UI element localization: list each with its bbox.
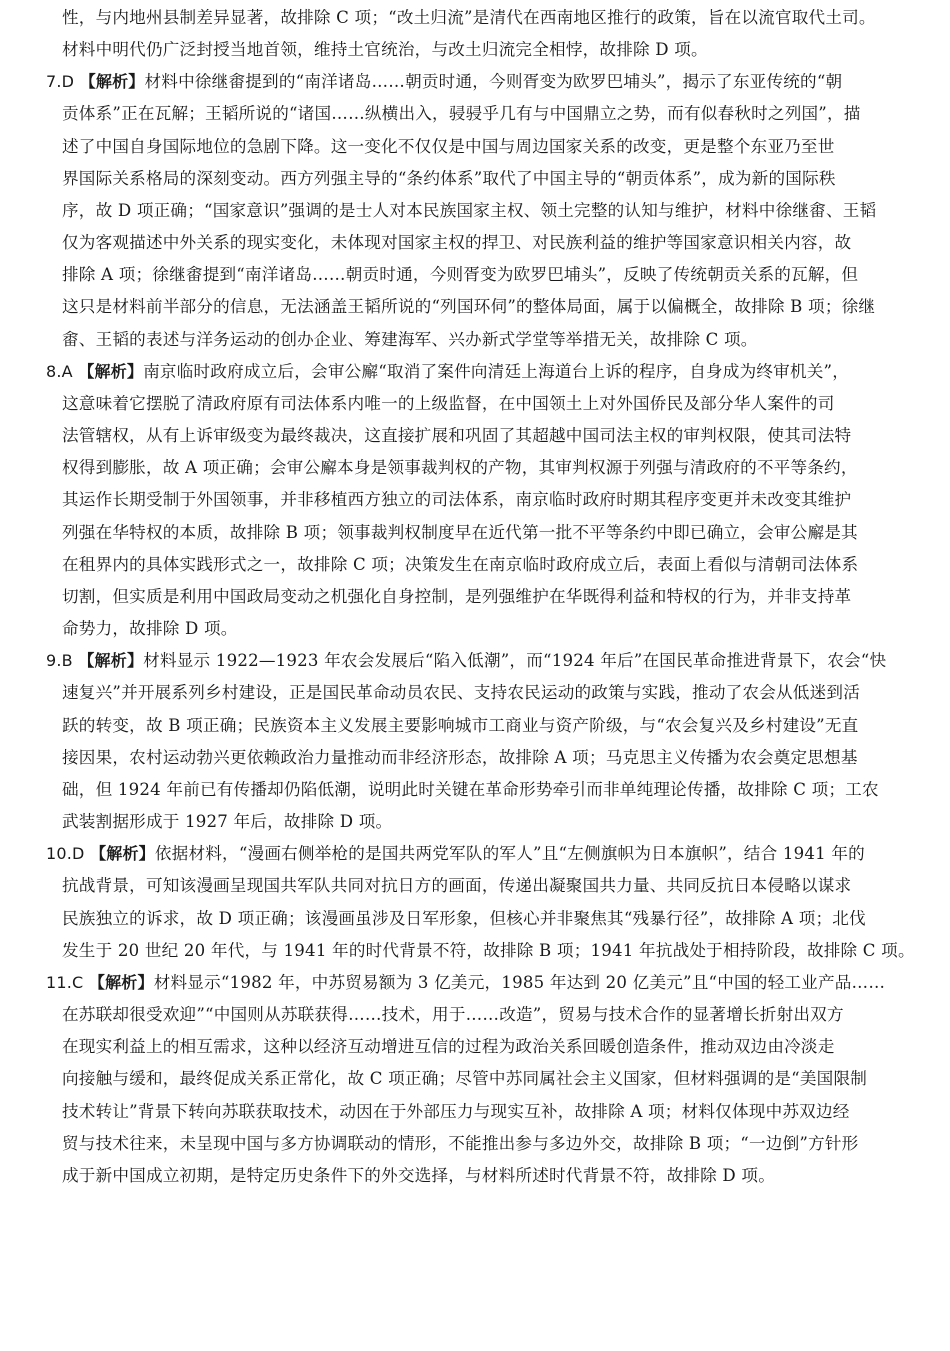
text-line: 接因果，农村运动勃兴更依赖政治力量推动而非经济形态，故排除 A 项；马克思主义传播为农会奠定思想基	[62, 748, 858, 767]
text-line: 成于新中国成立初期，是特定历史条件下的外交选择，与材料所述时代背景不符，故排除 D 项。	[62, 1166, 775, 1185]
text-line: 这意味着它摆脱了清政府原有司法体系内唯一的上级监督，在中国领土上对外国侨民及部分华人案件的司	[62, 394, 835, 413]
analysis-tag: 【解析】	[90, 844, 155, 863]
text-line: 在现实利益上的相互需求，这种以经济互动增进互信的过程为政治关系回暖创造条件，推动双边由冷淡走	[62, 1037, 835, 1056]
analysis-tag: 【解析】	[79, 72, 145, 91]
text-line: 畬、王韬的表述与洋务运动的创办企业、筹建海军、兴办新式学堂等举措无关，故排除 C 项。	[62, 330, 758, 349]
text-line: 技术转让”背景下转向苏联获取技术，动因在于外部压力与现实互补，故排除 A 项；材料仅体现中苏双边经	[62, 1102, 850, 1121]
question-11-line: 11.C 【解析】材料显示“1982 年，中苏贸易额为 3 亿美元，1985 年达到 20 亿美元”且“中国的轻工业产品……	[46, 973, 886, 992]
text-line: 排除 A 项；徐继畬提到“南洋诸岛……朝贡时通，今则胥变为欧罗巴埔头”，反映了传统朝贡关系的瓦解，但	[62, 265, 859, 284]
text-line: 贸与技术往来，未呈现中国与多方协调联动的情形，不能推出参与多边外交，故排除 B 项；“一边倒”方针形	[62, 1134, 859, 1153]
text-line: 向接触与缓和，最终促成关系正常化，故 C 项正确；尽管中苏同属社会主义国家，但材料强调的是“美国限制	[62, 1069, 868, 1088]
analysis-tag: 【解析】	[88, 973, 154, 992]
question-number: 8.	[46, 362, 62, 381]
analysis-tag: 【解析】	[78, 651, 144, 670]
text-line: 材料中明代仍广泛封授当地首领，维持土官统治，与改土归流完全相悖，故排除 D 项。	[62, 40, 708, 59]
text-line: 列强在华特权的本质，故排除 B 项；领事裁判权制度早在近代第一批不平等条约中即已确立，会审公廨是其	[62, 523, 858, 542]
text-line: 这只是材料前半部分的信息，无法涵盖王韬所说的“列国环伺”的整体局面，属于以偏概全，故排除 B 项；徐继	[62, 297, 876, 316]
analysis-tag: 【解析】	[78, 362, 144, 381]
text-line: 速复兴”并开展系列乡村建设，正是国民革命动员农民、支持农民运动的政策与实践，推动了农会从低迷到活	[62, 683, 860, 702]
text-line: 命势力，故排除 D 项。	[62, 619, 238, 638]
text-line: 序，故 D 项正确；“国家意识”强调的是士人对本民族国家主权、领土完整的认知与维护，材料中徐继畬、王韬	[62, 201, 877, 220]
text-line: 础，但 1924 年前已有传播却仍陷低潮，说明此时关键在革命形势牵引而非单纯理论传播，故排除 C 项；工农	[62, 780, 879, 799]
answer-letter: C	[72, 973, 84, 992]
question-number: 10.	[46, 844, 73, 863]
answer-letter: D	[61, 72, 75, 91]
text-line: 民族独立的诉求，故 D 项正确；该漫画虽涉及日军形象，但核心并非聚焦其“残暴行径”，故排除 A 项；北伐	[62, 909, 866, 928]
question-7-line: 7.D 【解析】材料中徐继畬提到的“南洋诸岛……朝贡时通，今则胥变为欧罗巴埔头”，揭示了东亚传统的“朝	[46, 72, 843, 91]
question-8-line: 8.A 【解析】南京临时政府成立后，会审公廨“取消了案件向清廷上海道台上诉的程序，自身成为终审机关”，	[46, 362, 850, 381]
text-line: 权得到膨胀，故 A 项正确；会审公廨本身是领事裁判权的产物，其审判权源于列强与清政府的不平等条约，	[62, 458, 858, 477]
text-line: 在苏联却很受欢迎”“中国则从苏联获得……技术，用于……改造”，贸易与技术合作的显著增长折射出双方	[62, 1005, 844, 1024]
text-line: 述了中国自身国际地位的急剧下降。这一变化不仅仅是中国与周边国家关系的改变，更是整个东亚乃至世	[62, 137, 835, 156]
question-number: 11.	[46, 973, 73, 992]
text-line: 界国际关系格局的深刻变动。西方列强主导的“条约体系”取代了中国主导的“朝贡体系”，成为新的国际秩	[62, 169, 836, 188]
answer-letter: A	[61, 362, 73, 381]
text-line: 性，与内地州县制差异显著，故排除 C 项；“改土归流”是清代在西南地区推行的政策，旨在以流官取代土司。	[62, 8, 876, 27]
text-line: 武装割据形成于 1927 年后，故排除 D 项。	[62, 812, 393, 831]
question-number: 7.	[46, 72, 62, 91]
question-10-line: 10.D 【解析】依据材料，“漫画右侧举枪的是国共两党军队的军人”且“左侧旗帜为日本旗帜”，结合 1941 年的	[46, 844, 865, 863]
text-line: 贡体系”正在瓦解；王韬所说的“诸国……纵横出入，骎骎乎几有与中国鼎立之势，而有似春秋时之列国”，描	[62, 104, 861, 123]
text-line: 其运作长期受制于外国领事，并非移植西方独立的司法体系，南京临时政府时期其程序变更并未改变其维护	[62, 490, 852, 509]
question-9-line: 9.B 【解析】材料显示 1922—1923 年农会发展后“陷入低潮”，而“1924 年后”在国民革命推进背景下，农会“快	[46, 651, 887, 670]
text-line: 切割，但实质是利用中国政局变动之机强化自身控制，是列强维护在华既得利益和特权的行为，并非支持革	[62, 587, 852, 606]
text-line: 法管辖权，从有上诉审级变为最终裁决，这直接扩展和巩固了其超越中国司法主权的审判权限，使其司法特	[62, 426, 852, 445]
text-line: 抗战背景，可知该漫画呈现国共军队共同对抗日方的画面，传递出凝聚国共力量、共同反抗日本侵略以谋求	[62, 876, 852, 895]
text-line: 在租界内的具体实践形式之一，故排除 C 项；决策发生在南京临时政府成立后，表面上看似与清朝司法体系	[62, 555, 859, 574]
text-line: 跃的转变，故 B 项正确；民族资本主义发展主要影响城市工商业与资产阶级，与“农会复兴及乡村建设”无直	[62, 716, 859, 735]
question-number: 9.	[46, 651, 62, 670]
answer-letter: D	[72, 844, 85, 863]
text-line: 发生于 20 世纪 20 年代，与 1941 年的时代背景不符，故排除 B 项；1941 年抗战处于相持阶段，故排除 C 项。	[62, 941, 915, 960]
text-line: 仅为客观描述中外关系的现实变化，未体现对国家主权的捍卫、对民族利益的维护等国家意识相关内容，故	[62, 233, 852, 252]
answer-letter: B	[61, 651, 73, 670]
